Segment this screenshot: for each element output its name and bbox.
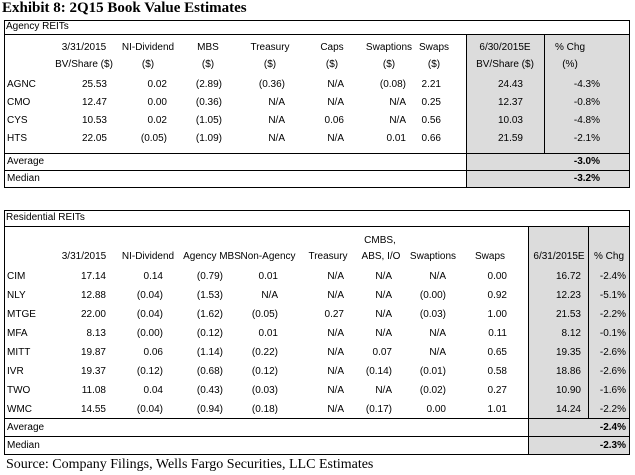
residential-header-4: Treasury: [308, 251, 348, 262]
residential-cell: (0.12): [136, 366, 163, 377]
agency-average-label: Average: [7, 156, 45, 167]
residential-cell: (0.04): [136, 309, 163, 320]
residential-cell: N/A: [429, 328, 446, 339]
agency-cell: 24.43: [497, 79, 523, 90]
agency-average-rule: [4, 170, 630, 171]
residential-cell: 11.08: [81, 385, 106, 396]
residential-cell: (1.53): [196, 290, 223, 301]
agency-cell: N/A: [327, 97, 344, 108]
source-note: Source: Company Filings, Wells Fargo Securities, LLC Estimates: [6, 457, 374, 472]
residential-cell: 0.00: [487, 271, 507, 282]
residential-cell: N/A: [327, 366, 344, 377]
residential-row-name: MTGE: [7, 309, 36, 320]
residential-cell: 8.13: [86, 328, 106, 339]
agency-cell: 0.02: [147, 79, 167, 90]
residential-cell: 0.07: [372, 347, 392, 358]
agency-cell: N/A: [327, 79, 344, 90]
agency-cell: 12.47: [81, 97, 107, 108]
residential-row-name: IVR: [7, 366, 24, 377]
agency-cell: 2.21: [421, 79, 441, 90]
residential-cell: 0.27: [324, 309, 344, 320]
residential-row-name: NLY: [7, 290, 26, 301]
residential-average-rule: [4, 436, 630, 437]
agency-cell: 0.00: [147, 97, 167, 108]
residential-cell: -2.2%: [599, 309, 626, 320]
agency-cell: 12.37: [497, 97, 523, 108]
residential-cell: 21.53: [555, 309, 581, 320]
agency-subheader-6: ($): [427, 59, 441, 70]
residential-cell: -1.6%: [599, 385, 626, 396]
residential-cell: 0.04: [143, 385, 163, 396]
agency-section-label: Agency REITs: [6, 21, 69, 32]
residential-header-0: 3/31/2015: [61, 251, 107, 262]
agency-cell: (0.36): [258, 79, 285, 90]
agency-cell: 0.02: [147, 115, 167, 126]
residential-cell: N/A: [327, 347, 344, 358]
agency-median-label: Median: [7, 173, 40, 184]
residential-cell: (0.12): [196, 328, 223, 339]
residential-cell: -2.2%: [599, 404, 626, 415]
agency-cell: N/A: [327, 133, 344, 144]
residential-header-8: 6/31/2015E: [533, 251, 585, 262]
agency-subheader-5: ($): [382, 59, 396, 70]
agency-cell: 0.06: [324, 115, 344, 126]
residential-cell: 0.11: [488, 328, 507, 339]
agency-cell: -2.1%: [573, 133, 600, 144]
residential-cell: 19.37: [80, 366, 106, 377]
agency-cell: 0.01: [386, 133, 406, 144]
residential-median-value: -2.3%: [599, 440, 626, 451]
residential-cell: N/A: [375, 290, 392, 301]
residential-cell: -2.6%: [599, 347, 626, 358]
agency-cell: 25.53: [81, 79, 107, 90]
residential-row-name: MFA: [7, 328, 28, 339]
agency-cell: 22.05: [81, 133, 107, 144]
residential-row-name: WMC: [7, 404, 32, 415]
agency-cell: N/A: [268, 133, 285, 144]
residential-cell: N/A: [429, 347, 446, 358]
residential-section-label: Residential REITs: [6, 212, 85, 223]
residential-cell: 17.14: [80, 271, 106, 282]
agency-header-0: 3/31/2015: [61, 42, 107, 53]
agency-cell: N/A: [268, 97, 285, 108]
residential-cell: 1.00: [487, 309, 507, 320]
agency-cell: -4.8%: [573, 115, 600, 126]
residential-cell: (1.14): [196, 347, 223, 358]
agency-cell: N/A: [389, 97, 406, 108]
residential-cell: 22.00: [80, 309, 106, 320]
residential-header-6: Swaptions: [409, 251, 457, 262]
residential-cell: (0.22): [251, 347, 278, 358]
residential-cell: 19.87: [80, 347, 106, 358]
residential-cell: 14.55: [80, 404, 106, 415]
residential-header-2: Agency MBS: [183, 251, 241, 262]
agency-subheader-8: (%): [562, 59, 578, 70]
residential-cell: (0.68): [196, 366, 223, 377]
residential-cell: -0.1%: [599, 328, 626, 339]
agency-summary-rule: [4, 153, 630, 154]
residential-cell: (0.00): [419, 290, 446, 301]
agency-subheader-1: ($): [141, 59, 155, 70]
residential-cell: N/A: [327, 290, 344, 301]
residential-cell: -2.6%: [599, 366, 626, 377]
residential-cell: N/A: [375, 309, 392, 320]
agency-header-2: MBS: [197, 42, 219, 53]
agency-header-5: Swaptions: [365, 42, 413, 53]
residential-cell: (0.03): [419, 309, 446, 320]
residential-cell: 16.72: [555, 271, 581, 282]
residential-cell: (0.04): [136, 404, 163, 415]
residential-cell: 19.35: [555, 347, 581, 358]
residential-cell: N/A: [375, 328, 392, 339]
agency-subheader-3: ($): [263, 59, 277, 70]
agency-cell: 0.56: [421, 115, 441, 126]
agency-cell: -0.8%: [573, 97, 600, 108]
residential-cell: (0.14): [365, 366, 392, 377]
residential-cell: 0.01: [258, 271, 278, 282]
residential-cell: 12.23: [555, 290, 581, 301]
agency-row-name: AGNC: [7, 79, 36, 90]
agency-cell: N/A: [389, 115, 406, 126]
agency-cell: 21.59: [497, 133, 523, 144]
residential-row-name: TWO: [7, 385, 31, 396]
residential-cell: 1.01: [487, 404, 507, 415]
residential-header-3: Non-Agency: [240, 251, 296, 262]
residential-header-5: ABS, I/O: [361, 251, 401, 262]
residential-cell: N/A: [327, 385, 344, 396]
agency-cell: 0.25: [421, 97, 441, 108]
residential-cell: 0.00: [426, 404, 446, 415]
residential-median-label: Median: [7, 440, 40, 451]
agency-subheader-0: BV/Share ($): [55, 59, 113, 70]
residential-cell: N/A: [375, 385, 392, 396]
agency-median-value: -3.2%: [573, 173, 600, 184]
residential-cell: N/A: [261, 290, 278, 301]
agency-subheader-2: ($): [201, 59, 215, 70]
residential-cell: (0.17): [365, 404, 392, 415]
agency-row-name: HTS: [7, 133, 27, 144]
agency-cell: (2.89): [195, 79, 222, 90]
residential-cell: (0.05): [251, 309, 278, 320]
agency-cell: (1.09): [195, 133, 222, 144]
residential-header-7: Swaps: [474, 251, 505, 262]
agency-cell: (0.36): [195, 97, 222, 108]
residential-summary-rule: [4, 418, 630, 419]
residential-cell: (0.94): [196, 404, 223, 415]
residential-average-value: -2.4%: [599, 422, 626, 433]
residential-cell: 0.58: [487, 366, 507, 377]
residential-cell: (0.01): [419, 366, 446, 377]
agency-row-name: CYS: [7, 115, 28, 126]
agency-cell: N/A: [268, 115, 285, 126]
agency-cell: (0.05): [140, 133, 167, 144]
residential-cell: 0.65: [487, 347, 507, 358]
agency-header-8: % Chg: [554, 42, 585, 53]
residential-cell: (0.79): [196, 271, 223, 282]
residential-cell: 0.14: [143, 271, 163, 282]
residential-cell: 0.27: [487, 385, 507, 396]
residential-cell: -5.1%: [599, 290, 626, 301]
residential-cell: 14.24: [555, 404, 581, 415]
agency-cell: (0.08): [379, 79, 406, 90]
agency-subheader-4: ($): [325, 59, 339, 70]
residential-cell: (0.12): [251, 366, 278, 377]
residential-cell: 10.90: [555, 385, 581, 396]
residential-cell: -2.4%: [599, 271, 626, 282]
residential-cell: 8.12: [561, 328, 581, 339]
residential-cell: N/A: [327, 328, 344, 339]
residential-cell: (0.43): [196, 385, 223, 396]
agency-header-4: Caps: [320, 42, 344, 53]
agency-cell: (1.05): [195, 115, 222, 126]
agency-subheader-7: BV/Share ($): [476, 59, 534, 70]
residential-cell: (0.02): [419, 385, 446, 396]
agency-cell: 10.53: [81, 115, 107, 126]
residential-cell: 12.88: [80, 290, 106, 301]
agency-divider-left: [466, 35, 467, 188]
agency-row-name: CMO: [7, 97, 31, 108]
residential-cell: 0.01: [258, 328, 278, 339]
agency-header-1: NI-Dividend: [121, 42, 175, 53]
residential-row-name: MITT: [7, 347, 31, 358]
agency-header-7: 6/30/2015E: [479, 42, 531, 53]
residential-cell: 0.06: [143, 347, 163, 358]
residential-cell: 18.86: [555, 366, 581, 377]
residential-average-label: Average: [7, 422, 45, 433]
residential-cell: 0.92: [487, 290, 507, 301]
agency-header-6: Swaps: [418, 42, 449, 53]
agency-cell: -4.3%: [573, 79, 600, 90]
residential-header-1: NI-Dividend: [121, 251, 175, 262]
residential-row-name: CIM: [7, 271, 26, 282]
residential-cell: (0.00): [136, 328, 163, 339]
agency-cell: 10.03: [497, 115, 523, 126]
residential-cell: (1.62): [196, 309, 223, 320]
agency-average-value: -3.0%: [573, 156, 600, 167]
residential-cell: N/A: [327, 271, 344, 282]
residential-header-9: % Chg: [593, 251, 624, 262]
residential-cell: N/A: [375, 271, 392, 282]
agency-header-3: Treasury: [250, 42, 290, 53]
residential-header-cmbs-top: CMBS,: [364, 235, 396, 246]
residential-cell: (0.18): [251, 404, 278, 415]
exhibit-title: Exhibit 8: 2Q15 Book Value Estimates: [2, 0, 247, 16]
residential-cell: (0.04): [136, 290, 163, 301]
residential-cell: N/A: [327, 404, 344, 415]
agency-cell: 0.66: [421, 133, 441, 144]
residential-cell: (0.03): [251, 385, 278, 396]
residential-cell: N/A: [429, 271, 446, 282]
